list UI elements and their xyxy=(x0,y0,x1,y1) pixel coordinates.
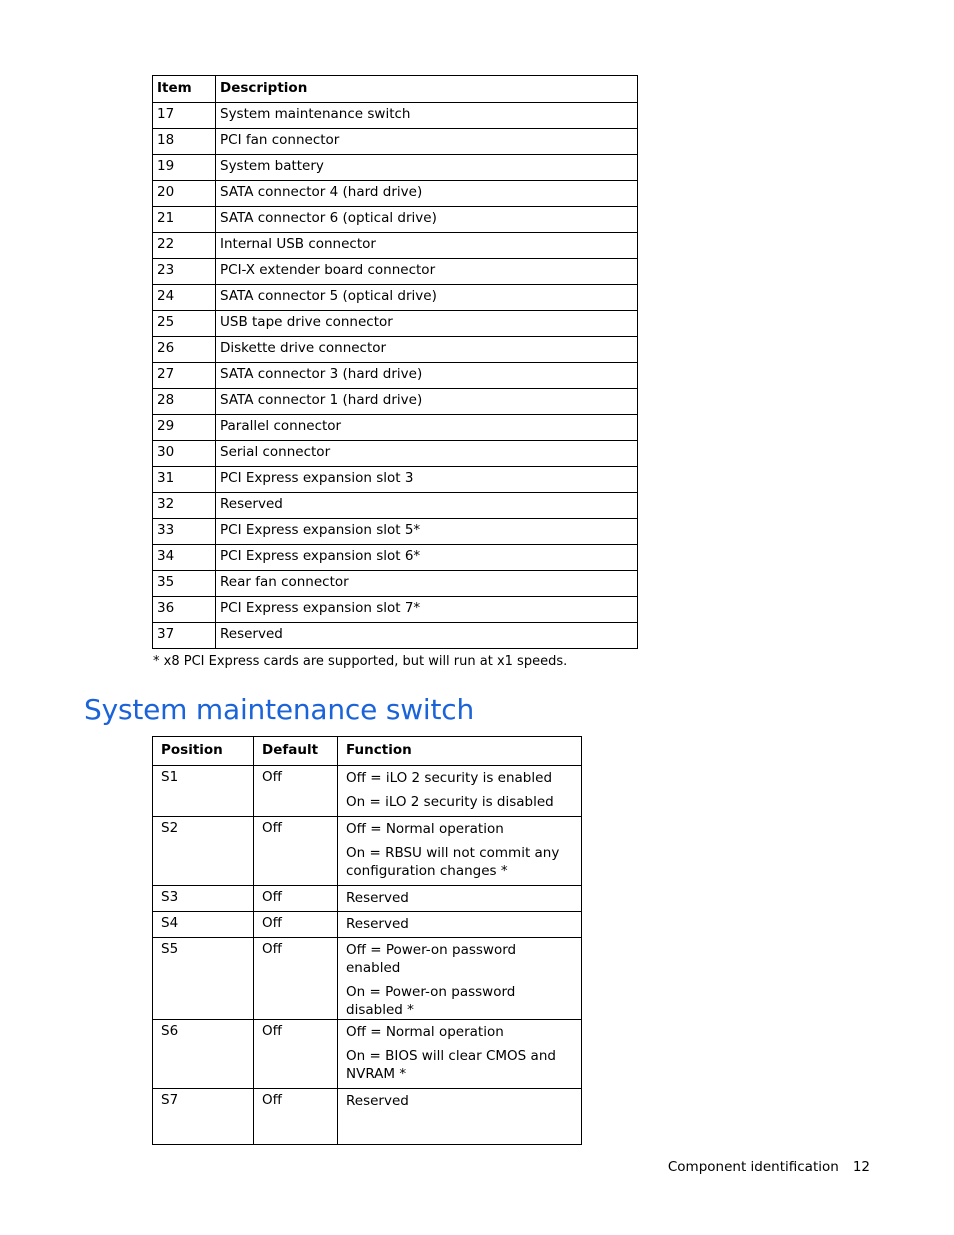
switch-function xyxy=(338,1020,582,1089)
item-description: SATA connector 3 (hard drive) xyxy=(216,363,638,389)
item-number: 29 xyxy=(153,415,216,441)
item-number: 36 xyxy=(153,597,216,623)
item-number: 17 xyxy=(153,103,216,129)
item-description: Serial connector xyxy=(216,441,638,467)
table-row xyxy=(153,207,638,233)
function-line: Reserved xyxy=(346,890,409,906)
item-description: PCI Express expansion slot 7* xyxy=(216,597,638,623)
item-description: SATA connector 5 (optical drive) xyxy=(216,285,638,311)
table-row xyxy=(153,441,638,467)
function-line: Off = Normal operation xyxy=(346,1024,504,1040)
position-column-header: Position xyxy=(153,737,254,766)
function-line: Off = Normal operation xyxy=(346,821,504,837)
item-description: Reserved xyxy=(216,493,638,519)
item-description: Reserved xyxy=(216,623,638,649)
item-description: PCI Express expansion slot 3 xyxy=(216,467,638,493)
switch-default: Off xyxy=(254,886,338,912)
item-description: Internal USB connector xyxy=(216,233,638,259)
items-header-row xyxy=(153,76,638,103)
switch-position: S4 xyxy=(153,912,254,938)
item-description: System battery xyxy=(216,155,638,181)
table-row xyxy=(153,1020,582,1089)
item-description: SATA connector 1 (hard drive) xyxy=(216,389,638,415)
table-row xyxy=(153,103,638,129)
item-column-header: Item xyxy=(153,76,216,103)
switch-position: S2 xyxy=(153,817,254,886)
item-description: PCI-X extender board connector xyxy=(216,259,638,285)
item-number: 34 xyxy=(153,545,216,571)
function-line: Reserved xyxy=(346,1093,409,1109)
table-row xyxy=(153,766,582,817)
switch-default: Off xyxy=(254,938,338,1020)
item-description: PCI Express expansion slot 6* xyxy=(216,545,638,571)
table-row xyxy=(153,912,582,938)
footer-section-title: Component identification xyxy=(667,1159,839,1175)
default-column-header: Default xyxy=(254,737,338,766)
table-row xyxy=(153,597,638,623)
switch-header-row xyxy=(153,737,582,766)
switch-default: Off xyxy=(254,912,338,938)
page-footer xyxy=(668,1159,870,1175)
item-number: 32 xyxy=(153,493,216,519)
item-number: 30 xyxy=(153,441,216,467)
switch-table xyxy=(152,736,582,1145)
item-description: Rear fan connector xyxy=(216,571,638,597)
switch-default: Off xyxy=(254,1020,338,1089)
table-row xyxy=(153,181,638,207)
item-number: 20 xyxy=(153,181,216,207)
table-row xyxy=(153,415,638,441)
switch-default: Off xyxy=(254,1089,338,1145)
table-row xyxy=(153,545,638,571)
switch-position: S3 xyxy=(153,886,254,912)
table-row xyxy=(153,259,638,285)
item-number: 28 xyxy=(153,389,216,415)
table-row xyxy=(153,493,638,519)
table-row xyxy=(153,467,638,493)
function-line: On = RBSU will not commit any configuration changes * xyxy=(346,845,560,879)
description-column-header: Description xyxy=(216,76,638,103)
item-description: PCI fan connector xyxy=(216,129,638,155)
item-number: 26 xyxy=(153,337,216,363)
switch-function xyxy=(338,766,582,817)
table-row xyxy=(153,519,638,545)
function-column-header: Function xyxy=(338,737,582,766)
switch-function xyxy=(338,1089,582,1145)
item-description: System maintenance switch xyxy=(216,103,638,129)
item-number: 24 xyxy=(153,285,216,311)
item-description: SATA connector 4 (hard drive) xyxy=(216,181,638,207)
item-description: Diskette drive connector xyxy=(216,337,638,363)
function-line: Reserved xyxy=(346,916,409,932)
table-row xyxy=(153,938,582,1020)
switch-default: Off xyxy=(254,766,338,817)
function-line: On = Power-on password disabled * xyxy=(346,984,516,1018)
table-row xyxy=(153,571,638,597)
item-number: 18 xyxy=(153,129,216,155)
table-row xyxy=(153,129,638,155)
items-table-body xyxy=(153,103,638,649)
items-table xyxy=(152,75,638,649)
item-number: 35 xyxy=(153,571,216,597)
table-row xyxy=(153,285,638,311)
table-row xyxy=(153,155,638,181)
switch-position: S7 xyxy=(153,1089,254,1145)
switch-function xyxy=(338,912,582,938)
item-number: 37 xyxy=(153,623,216,649)
item-number: 22 xyxy=(153,233,216,259)
function-line: On = BIOS will clear CMOS and NVRAM * xyxy=(346,1048,556,1082)
item-number: 21 xyxy=(153,207,216,233)
table-row xyxy=(153,817,582,886)
table-row xyxy=(153,623,638,649)
function-line: Off = Power-on password enabled xyxy=(346,942,517,976)
item-description: SATA connector 6 (optical drive) xyxy=(216,207,638,233)
section-heading: System maintenance switch xyxy=(84,693,475,726)
item-number: 25 xyxy=(153,311,216,337)
item-description: Parallel connector xyxy=(216,415,638,441)
pci-footnote: * x8 PCI Express cards are supported, but will run at x1 speeds. xyxy=(153,654,568,669)
function-line: On = iLO 2 security is disabled xyxy=(346,794,554,810)
switch-position: S6 xyxy=(153,1020,254,1089)
table-row xyxy=(153,311,638,337)
item-description: PCI Express expansion slot 5* xyxy=(216,519,638,545)
table-row xyxy=(153,363,638,389)
item-number: 33 xyxy=(153,519,216,545)
item-number: 31 xyxy=(153,467,216,493)
function-line: Off = iLO 2 security is enabled xyxy=(346,770,553,786)
switch-default: Off xyxy=(254,817,338,886)
switch-function xyxy=(338,817,582,886)
page-number: 12 xyxy=(852,1159,870,1175)
table-row xyxy=(153,1089,582,1145)
item-number: 19 xyxy=(153,155,216,181)
switch-function xyxy=(338,886,582,912)
switch-position: S1 xyxy=(153,766,254,817)
switch-table-body xyxy=(153,766,582,1145)
table-row xyxy=(153,886,582,912)
item-description: USB tape drive connector xyxy=(216,311,638,337)
switch-position: S5 xyxy=(153,938,254,1020)
table-row xyxy=(153,389,638,415)
table-row xyxy=(153,337,638,363)
table-row xyxy=(153,233,638,259)
switch-function xyxy=(338,938,582,1020)
item-number: 23 xyxy=(153,259,216,285)
item-number: 27 xyxy=(153,363,216,389)
